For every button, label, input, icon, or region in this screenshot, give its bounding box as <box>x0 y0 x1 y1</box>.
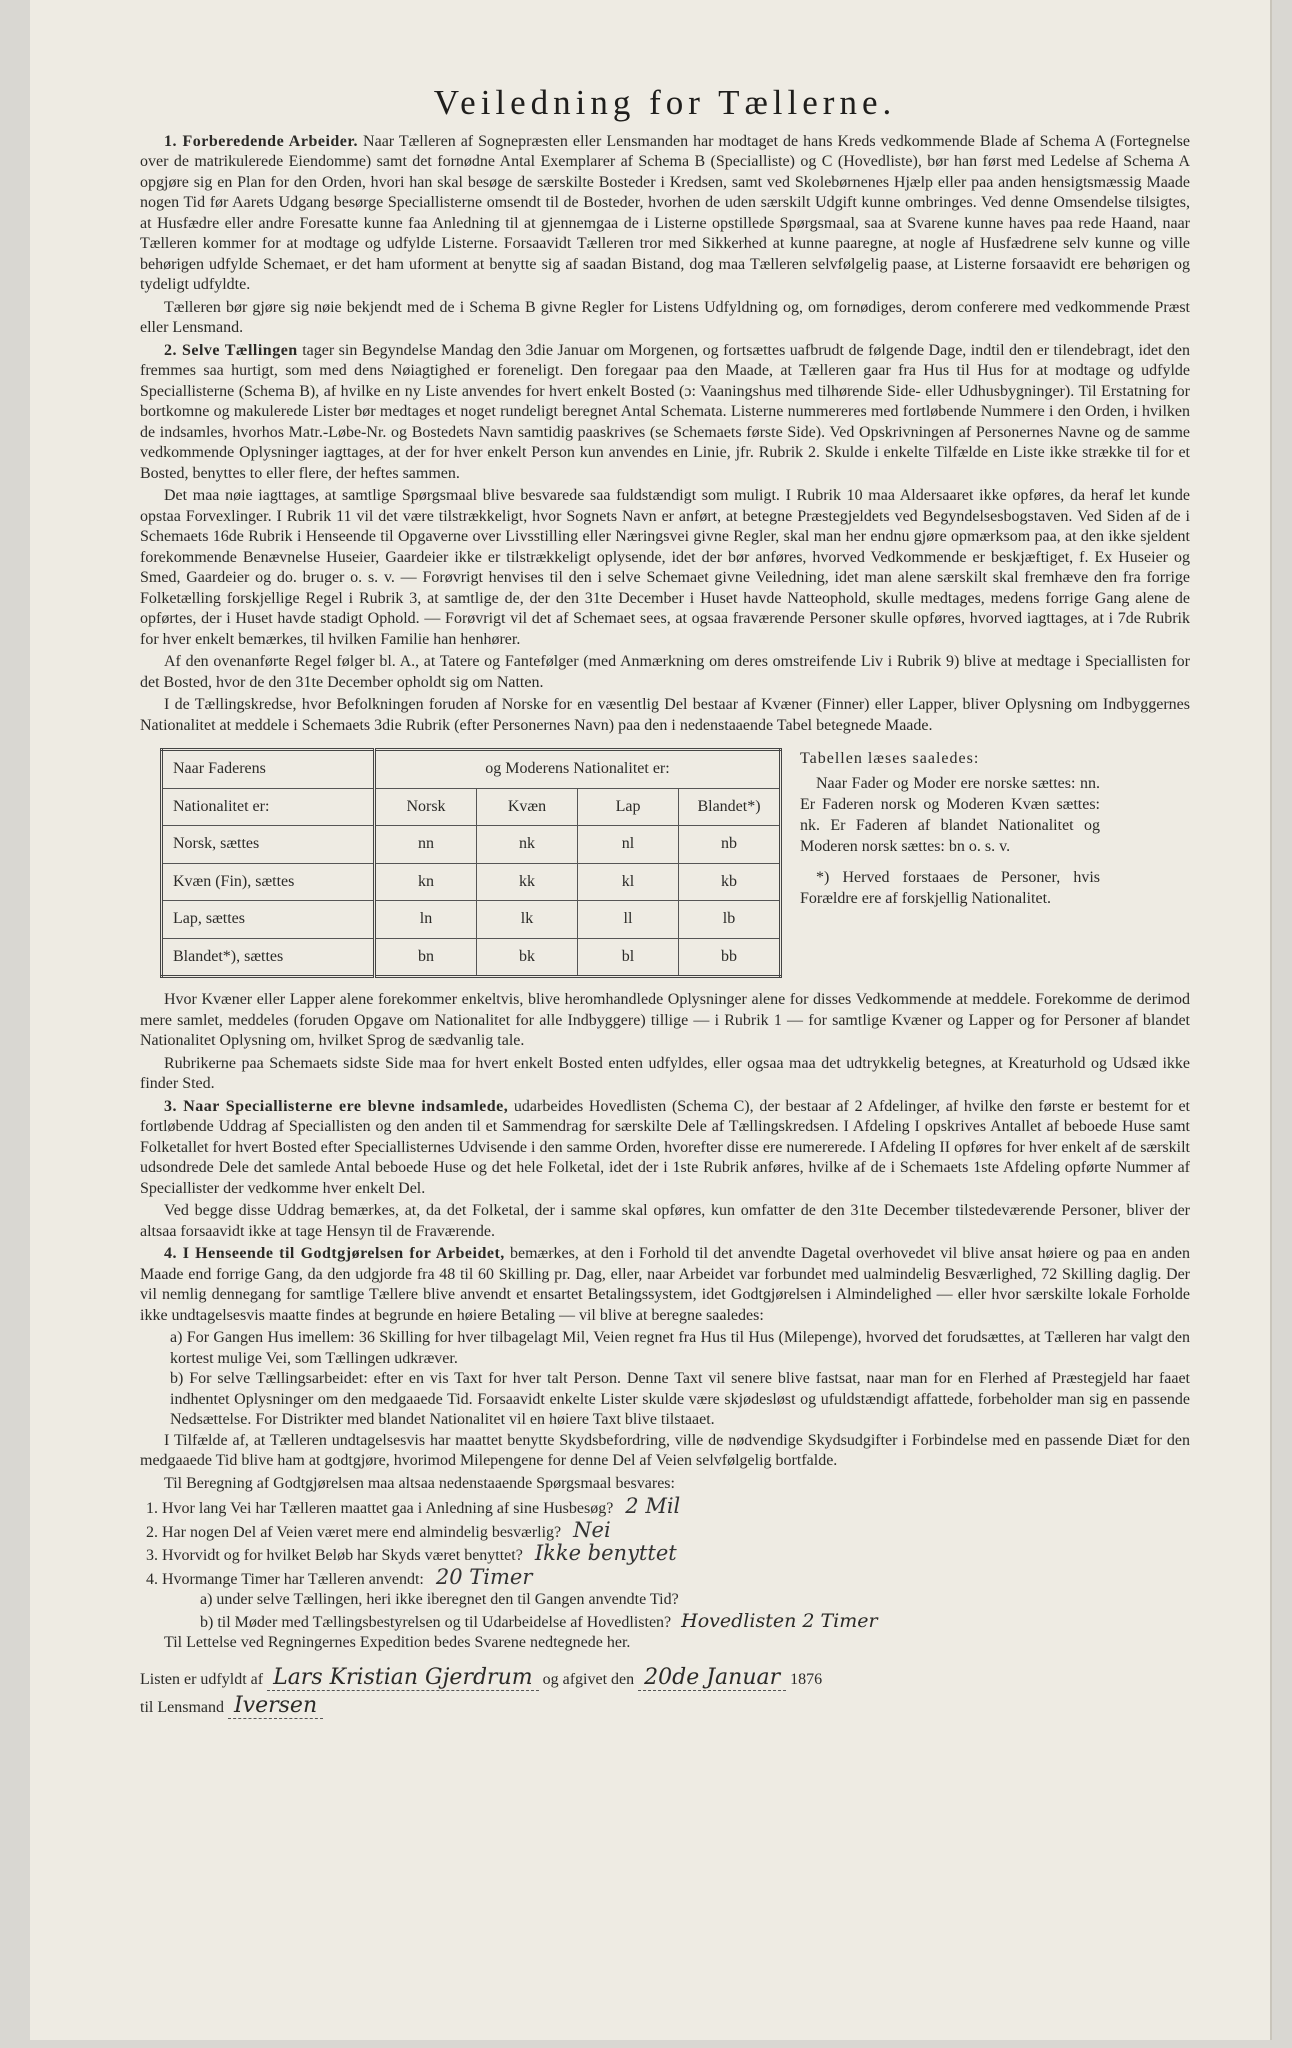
table-header-father: Naar Faderens <box>162 750 375 789</box>
section-3-heading: 3. Naar Speciallisterne ere blevne indsamlede, <box>164 1097 509 1115</box>
table-col-header: Norsk <box>375 788 477 826</box>
section-1-para-2: Tælleren bør gjøre sig nøie bekjendt med de i Schema B givne Regler for Listens Udfyldning og, om fornødiges, derom conferere med vedkommende Præst eller Lensmand. <box>140 298 1190 336</box>
section-4-item-b: b) For selve Tællingsarbeidet: efter en vis Taxt for hver talt Person. Denne Taxt vil senere blive fastsat, naar man for en Flerhed af Præstegjeld har faaet indhentet Oplysninger om den medgaaede Tid. Forsaavidt enkelte Lister skulde være skjødesløst og ufuldstændigt affattede, forbeholder man sig en passende Nedsættelse. For Distrikter med blandet Nationalitet vil en høiere Taxt blive tilstaaet. <box>170 1370 1190 1428</box>
table-col-header: Kvæn <box>477 788 578 826</box>
section-4-para-2: I Tilfælde af, at Tælleren undtagelsesvis har maattet benytte Skydsbefordring, ville de nødvendige Skydsudgifter i Forbindelse med en passende Diæt for den medgaaede Tid blive ham at godtgjøre, hvorimod Milepengene for denne Del af Veien selvfølgelig bortfalde. <box>140 1431 1190 1469</box>
table-cell: nn <box>375 826 477 864</box>
table-cell: kl <box>578 863 679 901</box>
table-cell: ll <box>578 901 679 939</box>
answer-4b: Hovedlisten 2 Timer <box>681 1609 878 1632</box>
table-explanation <box>800 748 1100 911</box>
table-row <box>162 863 781 901</box>
lensmand-name: Iversen <box>228 1693 323 1719</box>
section-2-para-2: Det maa nøie iagttages, at samtlige Spørgsmaal blive besvarede saa fuldstændigt som muligt. I Rubrik 10 maa Aldersaaret ikke opføres, da heraf let kunde opstaa Forvexlinger. I Rubrik 11 vil det være tilstrækkeligt, hvor Sognets Navn er anført, at betegne Præstegjeldets ved Begyndelsesbogstaven. Ved Siden af de i Schemaets 16de Rubrik i Henseende til Opgaverne over Livsstilling eller Næringsvei givne Regler, skal man her endnu gjøre opmærksom paa, at den ikke sjeldent forekommende Benævnelse Huseier, Gaardeier ikke er tilstrækkeligt oplysende, idet der bør anføres, hvorved Vedkommende er beskjæftiget, f. Ex Huseier og Smed, Gaardeier og do. bruger o. s. v. — Forøvrigt henvises til den i selve Schemaet givne Veiledning, idet man alene særskilt skal fremhæve den fra forrige Folketælling forskjellige Regel i Rubrik 3, at samtlige de, der den 31te December i Huset havde Natteophold, skulle medtages, medens forrige Gang alene de opførtes, der i Huset havde stadigt Ophold. — Forøvrigt vil det af Schemaet sees, at ogsaa fraværende Personer skulle opføres, hvorved iagttages, at i 7de Rubrik for hver enkelt bemærkes, til hvilken Familie han henhører. <box>140 487 1190 648</box>
table-cell: bk <box>477 938 578 977</box>
table-row <box>162 938 781 977</box>
table-header-father-2: Nationalitet er: <box>162 788 375 826</box>
table-cell: ln <box>375 901 477 939</box>
nationality-table-block <box>160 748 1190 978</box>
table-col-header: Blandet*) <box>679 788 781 826</box>
question-3: 3. Hvorvidt og for hvilket Beløb har Skyds været benyttet? Ikke benyttet <box>146 1541 677 1565</box>
question-1: 1. Hvor lang Vei har Tælleren maattet gaa i Anledning af sine Husbesøg? 2 Mil <box>146 1494 681 1518</box>
table-col-header: Lap <box>578 788 679 826</box>
question-4: 4. Hvormange Timer har Tælleren anvendt: 20 Timer <box>146 1564 533 1589</box>
question-2: 2. Har nogen Del af Veien været mere end almindelig besværlig? Nei <box>146 1517 611 1542</box>
section-4-item-a: a) For Gangen Hus imellem: 36 Skilling for hver tilbagelagt Mil, Veien regnet fra Hus til Hus (Milepenge), hvorved det forudsættes, at Tælleren har valgt den kortest mulige Vei, som Tællingen udkræver. <box>170 1329 1190 1367</box>
answer-2: Nei <box>573 1517 611 1542</box>
section-3-para-2: Ved begge disse Uddrag bemærkes, at, da det Folketal, der i samme skal opføres, kun omfatter de den 31te December tilstedeværende Personer, bliver der altsaa forsaavidt ikke at tage Hensyn til de Fraværende. <box>140 1202 1190 1240</box>
table-header-mother: og Moderens Nationalitet er: <box>375 750 781 789</box>
section-2-heading: 2. Selve Tællingen <box>164 341 298 359</box>
table-cell: nl <box>578 826 679 864</box>
table-cell: nb <box>679 826 781 864</box>
closing-note: Til Lettelse ved Regningernes Expedition bedes Svarene nedtegnede her. <box>164 1634 631 1651</box>
question-4b: b) til Møder med Tællingsbestyrelsen og til Udarbeidelse af Hovedlisten? Hovedlisten 2 Timer <box>200 1609 878 1632</box>
section-2-para-1: 2. Selve Tællingen tager sin Begyndelse Mandag den 3die Januar om Morgenen, og fortsættes uafbrudt de følgende Dage, indtil den er tilendebragt, idet den fremmes saa hurtigt, som med dens Nøiagtighed er foreneligt. Den foregaar paa den Maade, at Tælleren gaar fra Hus til Hus for at modtage og udfylde Speciallisterne (Schema B), af hvilke en ny Liste anvendes for hvert enkelt Bosted (ɔ: Vaaningshus med tilhørende Side- eller Udhusbygninger). Til Erstatning for bortkomne og makulerede Lister bør medtages et noget rundeligt beregnet Antal Schemata. Listerne nummereres med fortløbende Nummere i den Orden, i hvilken de indsamles, hvorhos Matr.-Løbe-Nr. og Bostedets Navn samtidig paaskrives (se Schemaets første Side). Ved Opskrivningen af Personernes Navne og de samme vedkommende Oplysninger iagttages, at der for hver enkelt Person kun anvendes en Linie, jfr. Rubrik 2. Skulde i enkelte Tilfælde en Liste ikke strække til for et Bosted, benyttes to eller flere, der heftes sammen. <box>140 341 1191 482</box>
section-4-para-3: Til Beregning af Godtgjørelsen maa altsaa nedenstaaende Spørgsmaal besvares: <box>164 1474 675 1492</box>
section-2-para-3: Af den ovenanførte Regel følger bl. A., at Tatere og Fantefølger (med Anmærkning om deres omstreifende Liv i Rubrik 9) blive at medtage i Speciallisten for det Bosted, hvor de den 31te December opholdt sig om Natten. <box>140 653 1190 691</box>
document-body <box>140 85 1190 1721</box>
section-2-para-4: I de Tællingskredse, hvor Befolkningen foruden af Norske for en væsentlig Del bestaar af Kvæner (Finner) eller Lapper, bliver Oplysning om Indbyggernes Nationalitet at meddele i Schemaets 3die Rubrik (efter Personernes Navn) paa den i nedenstaaende Tabel betegnede Maade. <box>140 696 1190 734</box>
table-row <box>162 901 781 939</box>
table-cell: bl <box>578 938 679 977</box>
section-1-para-1: 1. Forberedende Arbeider. Naar Tælleren af Sognepræsten eller Lensmanden har modtaget de hans Kreds vedkommende Blade af Schema A (Fortegnelse over de matrikulerede Eiendomme) samt det fornødne Antal Exemplarer af Schema B (Specialliste) og C (Hovedliste), bør han først med Ledelse af Schema A opgjøre sig en Plan for den Orden, hvori han skal besøge de særskilte Bosteder i Kredsen, samt ved Skolebørnenes Hjælp eller paa anden hensigtsmæssig Maade nogen Tid før Aarets Udgang besørge Speciallisterne omsendt til de Bosteder, hvorhen de uden særskilt Udgift kunne ombringes. Ved denne Omsendelse tilsigtes, at Husfædre eller andre Foresatte kunne faa Anledning til at gjennemgaa de i Listerne opstillede Spørgsmaal, saa at Svarene kunne haves paa rede Haand, naar Tælleren kommer for at modtage og udfylde Listerne. Forsaavidt Tælleren tror med Sikkerhed at kunne paaregne, at nogle af Husfædrene selv kunne og ville behørigen udfylde Schemaet, er det ham uforment at benytte sig af saadan Bistand, dog maa Tælleren selvfølgelig paase, at Listerne forsaavidt ere behørigen og tydeligt udfyldte. <box>140 132 1191 293</box>
document-page <box>30 0 1272 2040</box>
signature-line-2: til Lensmand Iversen <box>140 1696 1190 1719</box>
section-2-para-6: Rubrikerne paa Schemaets sidste Side maa for hvert enkelt Bosted enten udfyldes, eller ogsaa maa det udtrykkelig betegnes, at Kreaturhold og Udsæd ikke finder Sted. <box>140 1054 1190 1092</box>
delivery-date: 20de Januar <box>638 1665 786 1691</box>
table-cell: bb <box>679 938 781 977</box>
answer-4: 20 Timer <box>435 1564 533 1589</box>
table-cell: lb <box>679 901 781 939</box>
row-label: Lap, sættes <box>162 901 375 939</box>
section-4-para-1: 4. I Henseende til Godtgjørelsen for Arbeidet, bemærkes, at den i Forhold til det anvendte Dagetal overhovedet vil blive ansat høiere og paa en anden Maade end forrige Gang, da den udgjorde fra 48 til 60 Skilling pr. Dag, eller, naar Arbeidet var forbundet med ualmindelig Besværlighed, 72 Skilling daglig. Der vil nemlig dennegang for samtlige Tællere blive anvendt et ensartet Betalingssystem, idet Godtgjørelsen i Almindelighed — eller hvor særskilte lokale Forholde ikke undtagelsesvis maatte findes at begrunde en høiere Betaling — vil blive at beregne saaledes: <box>140 1245 1190 1324</box>
section-2-para-5: Hvor Kvæner eller Lapper alene forekommer enkeltvis, blive heromhandlede Oplysninger alene for disses Vedkommende at meddele. Forekomme de derimod mere samlet, meddeles (foruden Opgave om Nationalitet for alle Indbyggere) tillige — i Rubrik 1 — for samtlige Kvæner og Lapper og for Personer af blandet Nationalitet Oplysning om, hvilket Sprog de sædvanlig tale. <box>140 991 1190 1049</box>
answer-3: Ikke benyttet <box>534 1541 677 1565</box>
table-cell: kk <box>477 863 578 901</box>
question-4a: a) under selve Tællingen, heri ikke iberegnet den til Gangen anvendte Tid? <box>200 1591 679 1608</box>
section-4-heading: 4. I Henseende til Godtgjørelsen for Arbeidet, <box>164 1245 505 1262</box>
section-1-heading: 1. Forberedende Arbeider. <box>164 132 359 150</box>
table-explanation-title: Tabellen læses saaledes: <box>800 750 980 767</box>
enumerator-name: Lars Kristian Gjerdrum <box>267 1665 539 1691</box>
table-cell: kb <box>679 863 781 901</box>
table-cell: lk <box>477 901 578 939</box>
page-title: Veiledning for Tællerne. <box>433 83 897 122</box>
table-cell: bn <box>375 938 477 977</box>
table-cell: kn <box>375 863 477 901</box>
row-label: Blandet*), sættes <box>162 938 375 977</box>
section-3-para-1: 3. Naar Speciallisterne ere blevne indsamlede, udarbeides Hovedlisten (Schema C), der bestaar af 2 Afdelinger, af hvilke den første er bestemt for et fortløbende Uddrag af Speciallisten og den anden til et Sammendrag for særskilte Dele af Tællingskredsen. I Afdeling I opskrives Antallet af beboede Huse samt Folketallet for hvert Bosted efter Speciallisternes Udvisende i den samme Orden, hvorefter disse ere numererede. I Afdeling II opføres for hver enkelt af de særskilt udsondrede Dele det samlede Antal beboede Huse og det hele Folketal, idet der i 1ste Rubrik anføres, hvilke af de i Schemaets 1ste Afdeling opførte Nummer af Speciallister der vedkomme hver enkelt Del. <box>140 1097 1191 1197</box>
table-footnote: *) Herved forstaaes de Personer, hvis Forældre ere af forskjellig Nationalitet. <box>800 869 1100 907</box>
table-explanation-text: Naar Fader og Moder ere norske sættes: nn. Er Faderen norsk og Moderen Kvæn sættes: nk. Er Faderen af blandet Nationalitet og Moderen norsk sættes: bn o. s. v. <box>800 775 1100 855</box>
table-cell: nk <box>477 826 578 864</box>
year: 1876 <box>790 1670 823 1688</box>
row-label: Norsk, sættes <box>162 826 375 864</box>
table-row <box>162 826 781 864</box>
row-label: Kvæn (Fin), sættes <box>162 863 375 901</box>
signature-line-1: Listen er udfyldt af Lars Kristian Gjerdrum og afgivet den 20de Januar 1876 <box>140 1664 823 1690</box>
nationality-table <box>160 748 782 978</box>
answer-1: 2 Mil <box>625 1494 681 1518</box>
